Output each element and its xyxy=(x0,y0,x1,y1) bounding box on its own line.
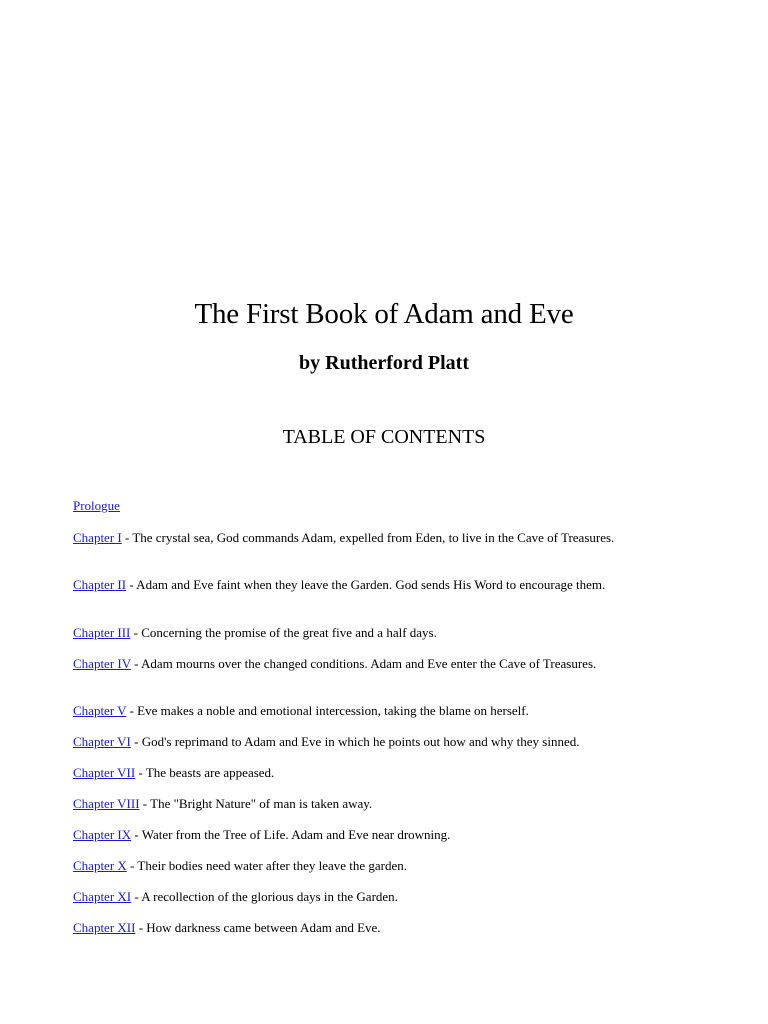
toc-entry-description: - Eve makes a noble and emotional intercession, taking the blame on herself. xyxy=(126,703,529,718)
toc-link-chapter-10[interactable]: Chapter X xyxy=(73,858,127,873)
toc-entry-description: - A recollection of the glorious days in the Garden. xyxy=(131,889,398,904)
toc-entry-chapter-4 xyxy=(73,656,693,672)
toc-entry-description: - How darkness came between Adam and Eve. xyxy=(135,920,381,935)
toc-link-chapter-9[interactable]: Chapter IX xyxy=(73,827,132,842)
toc-entry-chapter-10 xyxy=(73,858,693,874)
toc-link-chapter-3[interactable]: Chapter III xyxy=(73,625,131,640)
toc-link-chapter-5[interactable]: Chapter V xyxy=(73,703,127,718)
toc-link-chapter-8[interactable]: Chapter VIII xyxy=(73,796,140,811)
toc-link-chapter-2[interactable]: Chapter II xyxy=(73,577,127,592)
toc-entry-chapter-6 xyxy=(73,734,693,750)
toc-link-chapter-6[interactable]: Chapter VI xyxy=(73,734,131,749)
toc-heading: TABLE OF CONTENTS xyxy=(282,426,486,448)
toc-entry-description: - The crystal sea, God commands Adam, expelled from Eden, to live in the Cave of Treasures. xyxy=(121,530,615,545)
toc-link-chapter-12[interactable]: Chapter XII xyxy=(73,920,136,935)
toc-entry-chapter-11 xyxy=(73,889,693,905)
author-line: by Rutherford Platt xyxy=(299,352,469,374)
toc-entry-chapter-8 xyxy=(73,796,693,812)
toc-entry-description: - Their bodies need water after they leave the garden. xyxy=(126,858,408,873)
toc-entry-description: - Water from the Tree of Life. Adam and Eve near drowning. xyxy=(131,827,451,842)
toc-entry-description: - Adam mourns over the changed conditions. Adam and Eve enter the Cave of Treasures. xyxy=(130,656,597,671)
toc-entry-chapter-7 xyxy=(73,765,693,781)
toc-entry-chapter-5 xyxy=(73,703,693,719)
toc-link-chapter-11[interactable]: Chapter XI xyxy=(73,889,132,904)
toc-entry-description: - The beasts are appeased. xyxy=(135,765,275,780)
toc-link-chapter-1[interactable]: Chapter I xyxy=(73,530,122,545)
toc-entry-chapter-9 xyxy=(73,827,693,843)
toc-entry-chapter-12 xyxy=(73,920,693,936)
toc-entry-description: - The "Bright Nature" of man is taken away. xyxy=(139,796,373,811)
toc-link-prologue[interactable]: Prologue xyxy=(73,498,120,513)
toc-entry-description: - Adam and Eve faint when they leave the Garden. God sends His Word to encourage them. xyxy=(126,577,606,592)
toc-link-chapter-7[interactable]: Chapter VII xyxy=(73,765,136,780)
toc-entry-chapter-3 xyxy=(73,625,693,641)
toc-entry-chapter-2 xyxy=(73,577,693,593)
toc-entry-chapter-1 xyxy=(73,530,693,546)
toc-entry-description: - Concerning the promise of the great five and a half days. xyxy=(130,625,437,640)
toc-link-chapter-4[interactable]: Chapter IV xyxy=(73,656,131,671)
toc-entry-description: - God's reprimand to Adam and Eve in which he points out how and why they sinned. xyxy=(130,734,580,749)
toc-entry-prologue xyxy=(73,498,693,514)
page-title: The First Book of Adam and Eve xyxy=(194,298,574,330)
